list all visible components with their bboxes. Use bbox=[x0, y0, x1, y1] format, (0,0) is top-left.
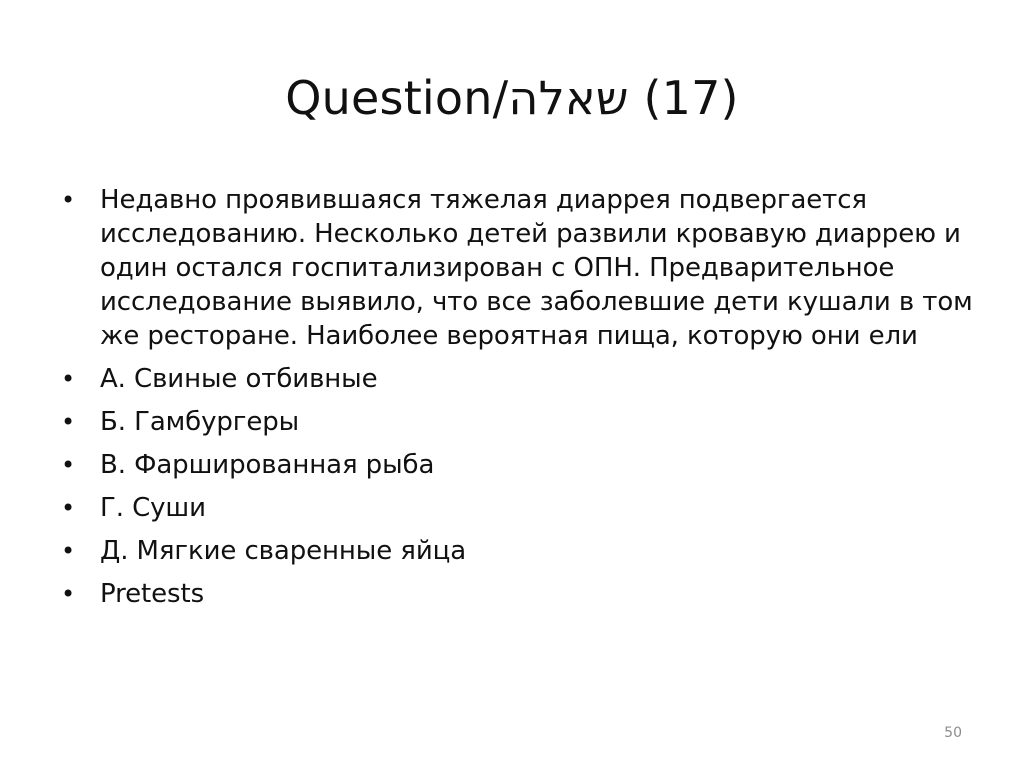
bullet-text: В. Фаршированная рыба bbox=[100, 450, 435, 480]
bullet-text: Pretests bbox=[100, 579, 205, 609]
bullet-option-b bbox=[58, 405, 978, 439]
bullet-dot-icon: • bbox=[61, 408, 76, 436]
bullet-text: Недавно проявившаяся тяжелая диаррея подвергается исследованию. Несколько детей развили кровавую диаррею и один остался госпитализирован с ОПН. Предварительное исследование выявило, что все заболевшие дети кушали в том же ресторане. Наиболее вероятная пища, которую они ели bbox=[100, 185, 973, 351]
bullet-option-c bbox=[58, 448, 978, 482]
bullet-question bbox=[58, 183, 978, 353]
bullet-dot-icon: • bbox=[61, 365, 76, 393]
bullet-dot-icon: • bbox=[61, 537, 76, 565]
slide-title-prefix: Question/ bbox=[285, 71, 509, 125]
bullet-dot-icon: • bbox=[61, 186, 76, 214]
bullet-option-d bbox=[58, 491, 978, 525]
bullet-dot-icon: • bbox=[61, 580, 76, 608]
slide-title bbox=[0, 66, 1024, 130]
bullet-source bbox=[58, 577, 978, 611]
bullet-text: Г. Суши bbox=[100, 493, 206, 523]
bullet-option-e bbox=[58, 534, 978, 568]
page-number: 50 bbox=[944, 725, 962, 741]
slide-title-hebrew: שאלה bbox=[508, 71, 629, 125]
bullet-text: Д. Мягкие сваренные яйца bbox=[100, 536, 467, 566]
slide-title-suffix: (17) bbox=[628, 71, 739, 125]
bullet-list bbox=[58, 183, 978, 620]
bullet-text: Б. Гамбургеры bbox=[100, 407, 300, 437]
bullet-dot-icon: • bbox=[61, 494, 76, 522]
bullet-text: А. Свиные отбивные bbox=[100, 364, 378, 394]
bullet-option-a bbox=[58, 362, 978, 396]
bullet-dot-icon: • bbox=[61, 451, 76, 479]
